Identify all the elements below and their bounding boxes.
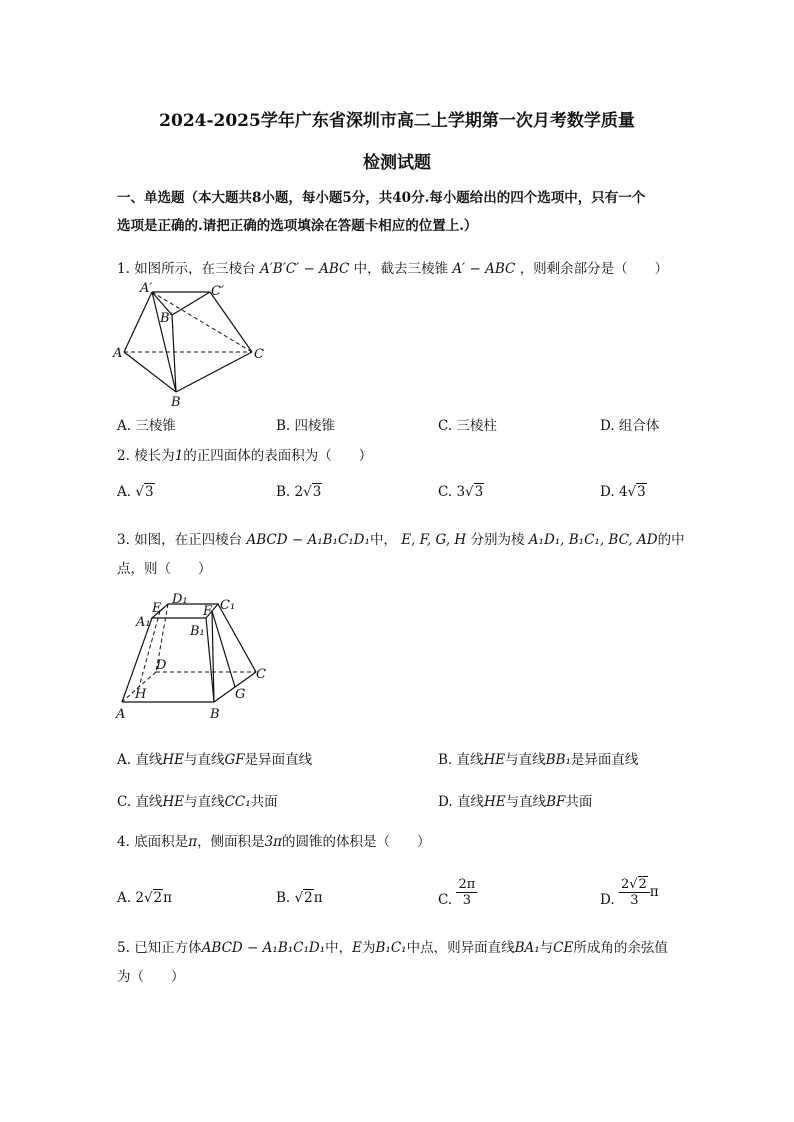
option-text: 直线 xyxy=(135,752,163,768)
math-radicand: 3 xyxy=(312,484,322,500)
option-c xyxy=(117,790,278,810)
math-coefficient: 2 xyxy=(135,890,144,906)
option-b: B. √2π xyxy=(276,890,323,906)
option-a: A. 三棱锥 xyxy=(117,418,176,434)
question-3 xyxy=(117,528,685,548)
math-expression: BF xyxy=(546,794,566,810)
question-text: 已知正方体 xyxy=(134,940,202,956)
option-text: 直线 xyxy=(135,794,163,810)
question-5 xyxy=(117,936,668,956)
vertex-label: G xyxy=(235,687,246,702)
question-number: 4. xyxy=(117,834,130,850)
option-b xyxy=(438,748,638,768)
math-expression: ABCD − A₁B₁C₁D₁ xyxy=(201,940,326,956)
segment-fg xyxy=(212,611,235,687)
option-letter: A. xyxy=(117,484,132,500)
option-b: B. 2√3 xyxy=(276,484,322,500)
vertex-label: D₁ xyxy=(172,592,188,607)
math-coefficient: 3 xyxy=(456,484,466,500)
math-pi: π xyxy=(649,884,659,900)
math-expression: CC₁ xyxy=(224,794,251,810)
option-d xyxy=(600,866,659,908)
option-letter: B. xyxy=(276,484,291,500)
question-text: 如图，在正四棱台 xyxy=(134,532,243,548)
option-c: C. 三棱柱 xyxy=(438,418,497,434)
edge xyxy=(210,292,252,352)
math-expression: A′B′C′ − ABC xyxy=(259,261,350,277)
question-text: 中， xyxy=(369,532,397,548)
math-expression: HE xyxy=(162,794,185,810)
page-title-line2: 检测试题 xyxy=(363,153,431,173)
question-text: 棱长为 xyxy=(134,448,175,464)
math-expression: A₁D₁, B₁C₁, BC, AD xyxy=(528,532,658,548)
vertex-label: H xyxy=(135,687,147,702)
math-expression: π xyxy=(188,834,198,850)
math-expression: BA₁ xyxy=(514,940,540,956)
figure-square-frustum xyxy=(110,590,280,725)
math-expression: E xyxy=(352,940,362,956)
edge xyxy=(176,352,252,392)
option-letter: B. xyxy=(438,752,453,768)
figure-triangular-frustum xyxy=(110,280,280,410)
question-5-line2: 为（ ） xyxy=(117,969,185,985)
math-expression: 1 xyxy=(174,448,184,464)
math-fraction xyxy=(619,877,650,908)
option-text: 与直线 xyxy=(505,752,546,768)
option-c: C. 3√3 xyxy=(438,484,484,500)
question-2 xyxy=(117,444,372,464)
vertex-label: B′ xyxy=(160,311,173,326)
vertex-label: A₁ xyxy=(136,615,151,630)
math-expression: ABCD − A₁B₁C₁D₁ xyxy=(246,532,370,548)
question-number: 1. xyxy=(117,261,130,277)
math-radicand: 2 xyxy=(153,890,163,906)
math-expression: CE xyxy=(553,940,574,956)
question-text: 分别为棱 xyxy=(470,532,525,548)
question-number: 3. xyxy=(117,532,130,548)
option-text: 与直线 xyxy=(505,794,547,810)
question-number: 5. xyxy=(117,940,130,956)
vertex-label: C xyxy=(254,347,264,362)
option-a: A. √3 xyxy=(117,484,154,500)
fraction-numerator: 2π xyxy=(458,877,476,892)
math-expression: GF xyxy=(224,752,245,768)
question-text: ，则剩余部分是（ ） xyxy=(519,261,669,277)
section-heading-line2: 选项是正确的.请把正确的选项填涂在答题卡相应的位置上.） xyxy=(117,218,478,234)
option-letter: A. xyxy=(117,890,132,906)
option-letter: D. xyxy=(600,892,615,908)
question-text: 的正四面体的表面积为（ ） xyxy=(183,448,373,464)
math-coefficient: 2 xyxy=(620,877,630,892)
math-radicand: 2 xyxy=(304,890,313,906)
page-title: 2024-2025学年广东省深圳市高二上学期第一次月考数学质量 xyxy=(159,111,635,131)
vertex-label: B xyxy=(171,395,181,410)
option-c xyxy=(438,866,477,908)
option-text: 共面 xyxy=(250,794,278,810)
vertex-label: A′ xyxy=(140,281,153,296)
option-text: 与直线 xyxy=(184,794,225,810)
question-text: 为 xyxy=(362,940,376,956)
vertex-label: B xyxy=(210,707,220,722)
question-text: 中点，则异面直线 xyxy=(406,940,515,956)
fraction-numerator: 2√2 xyxy=(619,877,650,893)
option-letter: D. xyxy=(600,484,615,500)
question-4 xyxy=(117,830,431,850)
question-text: 与 xyxy=(539,940,554,956)
vertex-label: C₁ xyxy=(220,598,236,613)
math-expression: HE xyxy=(162,752,184,768)
math-coefficient: 4 xyxy=(618,484,628,500)
math-expression: B₁C₁ xyxy=(375,940,407,956)
vertex-label: A xyxy=(116,707,126,722)
option-text: 是异面直线 xyxy=(570,752,639,768)
question-text: 的圆锥的体积是（ ） xyxy=(282,834,431,850)
edge xyxy=(218,604,256,672)
vertex-label: B₁ xyxy=(190,624,205,639)
fraction-denominator: 3 xyxy=(630,893,639,908)
option-text: 共面 xyxy=(565,794,593,810)
question-text: ，侧面积是 xyxy=(197,834,265,850)
vertex-label: F xyxy=(203,604,213,619)
option-d: D. 4√3 xyxy=(600,484,646,500)
vertex-label: D xyxy=(156,658,167,673)
math-coefficient: 2 xyxy=(294,484,304,500)
vertex-label: C′ xyxy=(211,284,224,299)
question-text: 所成角的余弦值 xyxy=(573,940,668,956)
option-text: 直线 xyxy=(456,752,484,768)
option-d: D. 组合体 xyxy=(600,418,660,434)
question-text: 底面积是 xyxy=(134,834,189,850)
question-text: 中，截去三棱锥 xyxy=(353,261,449,277)
edge xyxy=(172,315,176,392)
question-text: 中， xyxy=(325,940,353,956)
option-letter: C. xyxy=(438,484,453,500)
math-pi: π xyxy=(313,890,323,906)
math-radicand: 3 xyxy=(144,484,154,500)
math-radicand: 2 xyxy=(638,877,647,892)
option-text: 是异面直线 xyxy=(244,752,313,768)
math-pi: π xyxy=(163,890,173,906)
option-letter: C. xyxy=(117,794,132,810)
fraction-denominator: 3 xyxy=(462,893,471,908)
question-1 xyxy=(117,257,668,277)
vertex-label: E xyxy=(152,601,162,616)
math-expression: A′ − ABC xyxy=(452,261,516,277)
option-d xyxy=(438,790,592,810)
math-fraction xyxy=(456,877,477,908)
option-letter: B. xyxy=(276,890,291,906)
option-letter: A. xyxy=(117,752,132,768)
math-radicand: 3 xyxy=(474,484,484,500)
question-text: 的中 xyxy=(657,532,685,548)
math-radicand: 3 xyxy=(637,484,646,500)
option-a xyxy=(117,748,312,768)
vertex-label: C xyxy=(256,667,266,682)
option-b: B. 四棱锥 xyxy=(276,418,336,434)
math-expression: E, F, G, H xyxy=(401,532,467,548)
math-expression: HE xyxy=(483,794,506,810)
edge xyxy=(172,292,210,315)
question-text: 如图所示，在三棱台 xyxy=(134,261,256,277)
option-text: 直线 xyxy=(456,794,484,810)
math-expression: HE xyxy=(483,752,506,768)
option-text: 与直线 xyxy=(183,752,225,768)
math-expression: 3π xyxy=(264,834,283,850)
option-letter: C. xyxy=(438,892,453,908)
section-heading: 一、单选题（本大题共8小题，每小题5分，共40分.每小题给出的四个选项中，只有一个 xyxy=(117,190,646,206)
option-a: A. 2√2π xyxy=(117,890,173,906)
math-expression: BB₁ xyxy=(545,752,571,768)
vertex-label: A xyxy=(113,346,123,361)
edge xyxy=(124,292,152,352)
question-3-line2: 点，则（ ） xyxy=(117,561,212,577)
question-number: 2. xyxy=(117,448,130,464)
option-letter: D. xyxy=(438,794,453,810)
